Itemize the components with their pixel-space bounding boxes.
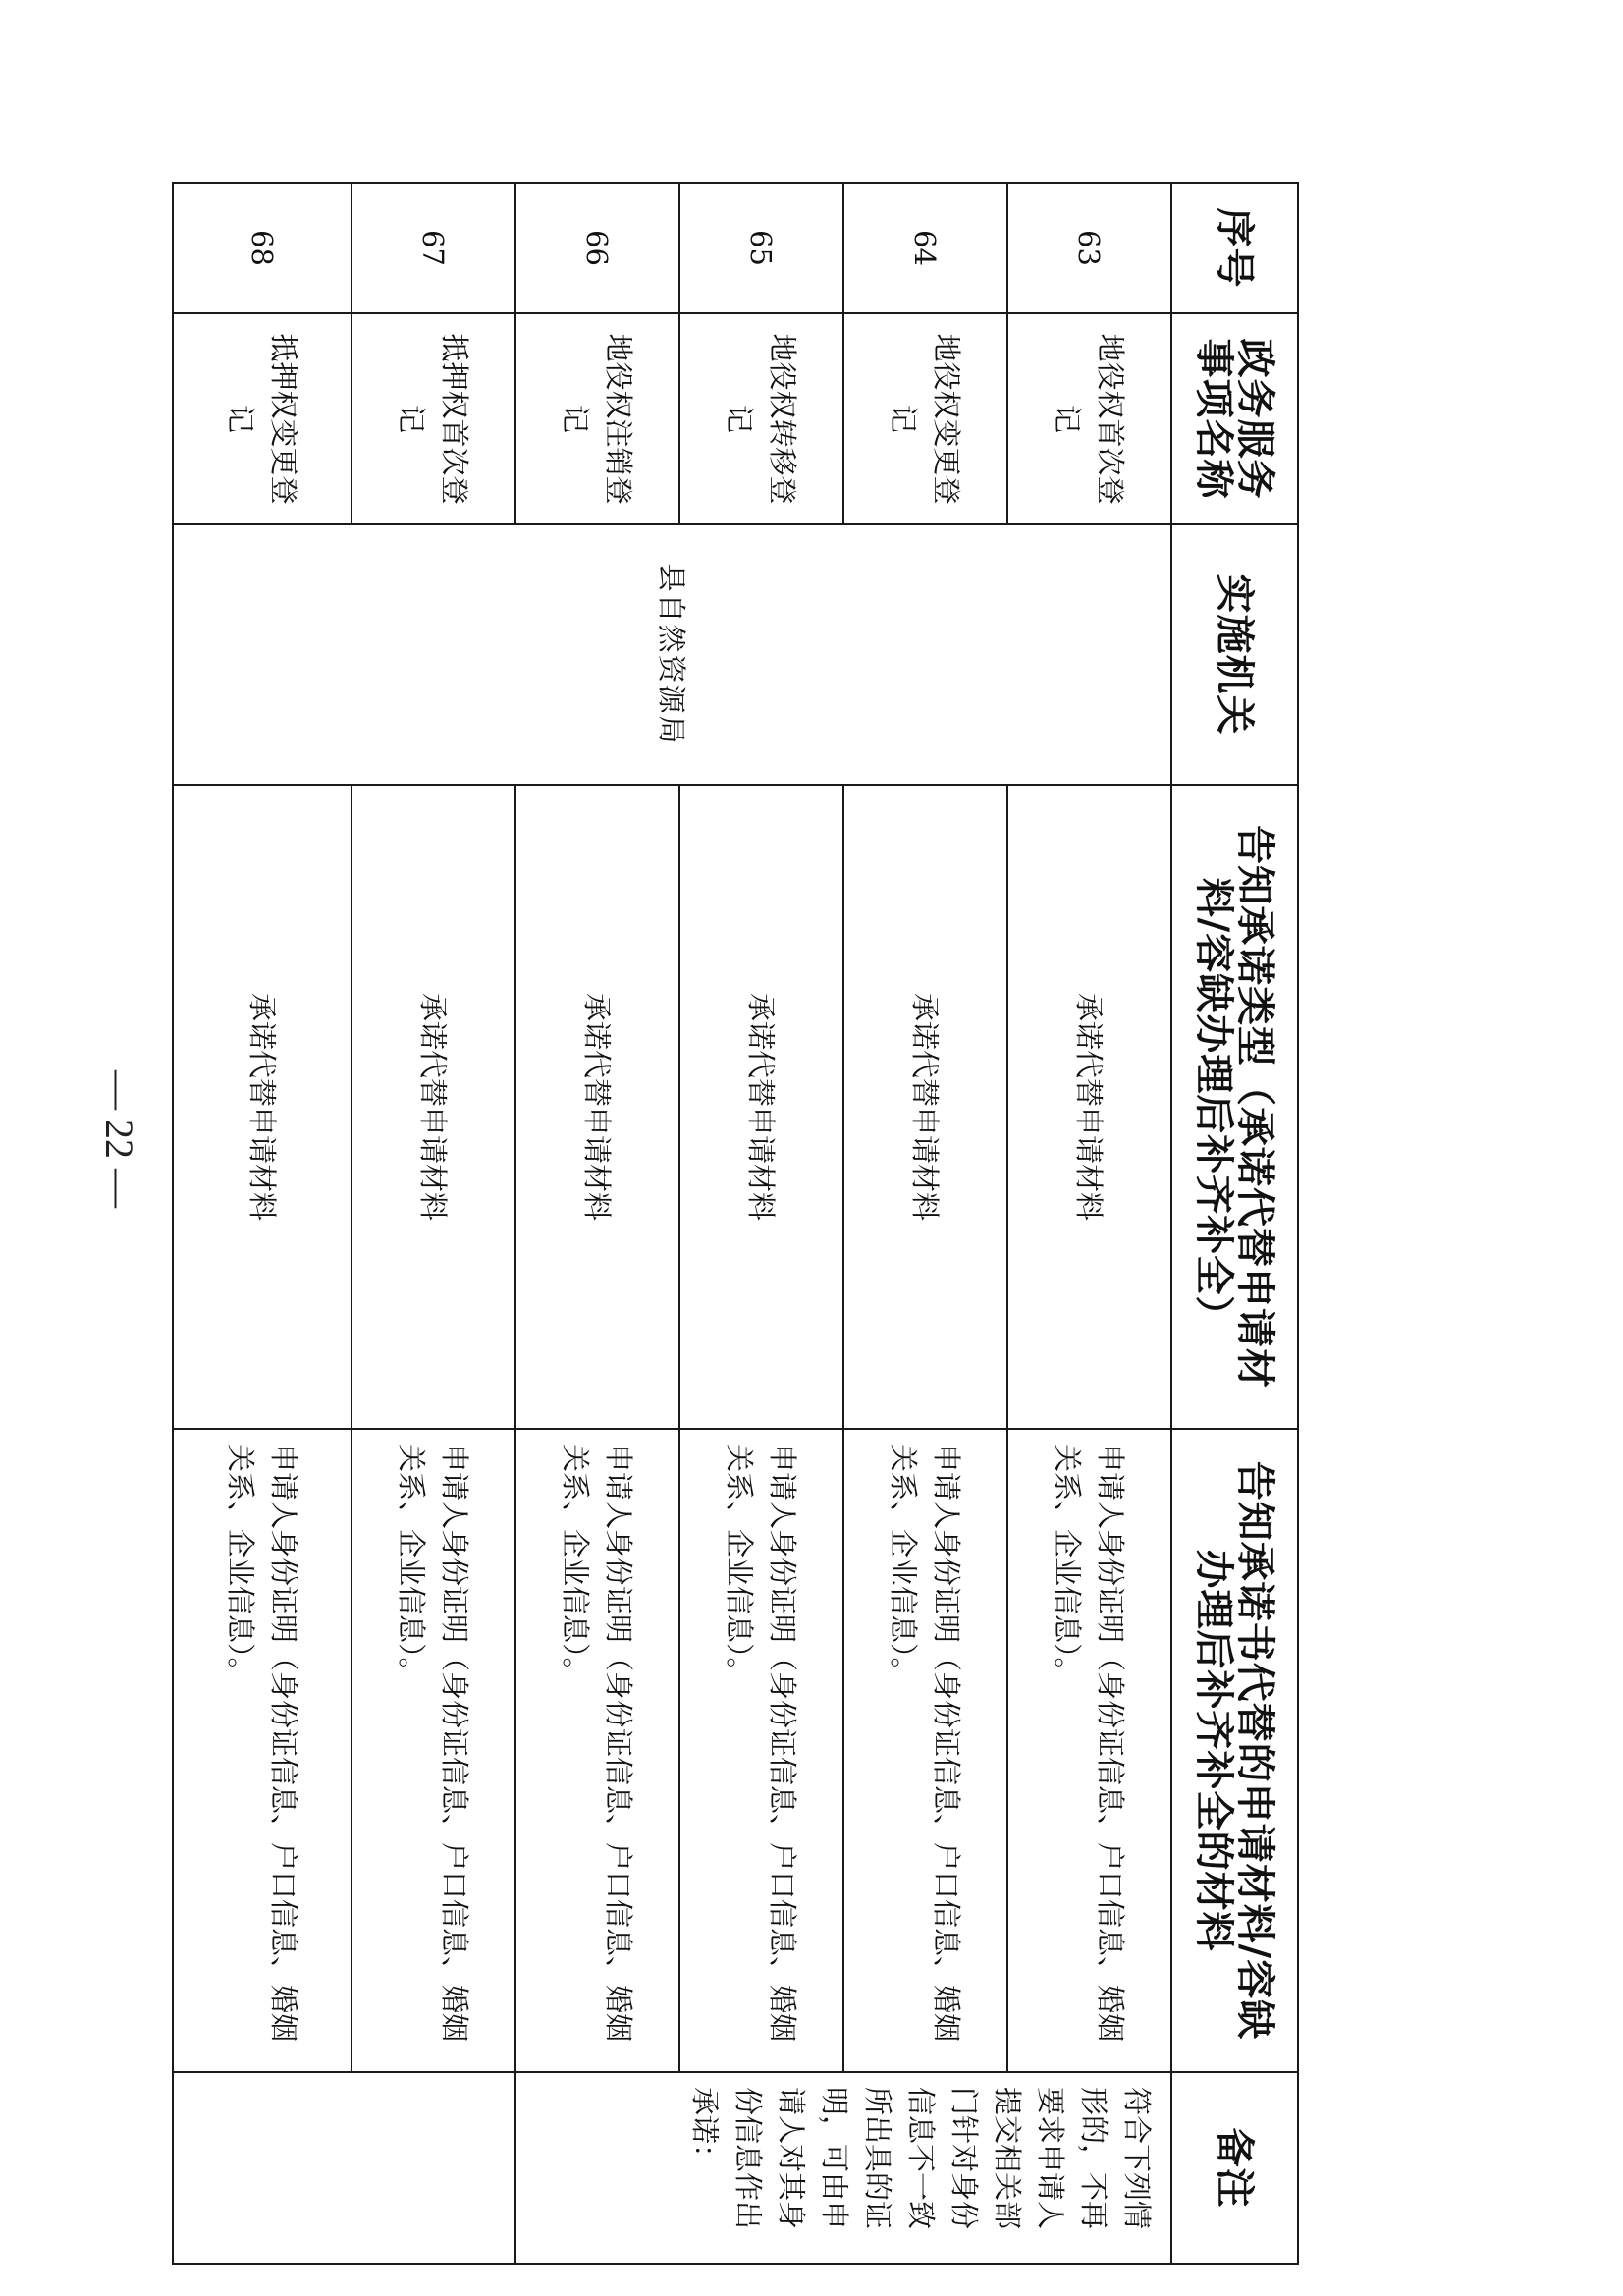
- row-type: 承诺代替申请材料: [352, 785, 515, 1429]
- table-row: [515, 183, 679, 2264]
- table-row: [173, 183, 352, 2264]
- row-seq: 63: [1007, 183, 1171, 313]
- header-type: 告知承诺类型（承诺代替申请材料/容缺办理后补齐补全）: [1171, 785, 1298, 1429]
- row-seq: 66: [515, 183, 679, 313]
- page-number: — 22 —: [97, 1070, 141, 1208]
- row-service-name: 地役权注销登记: [515, 313, 679, 524]
- remark-empty-cell: [173, 2072, 515, 2264]
- row-materials: 申请人身份证明（身份证信息、户口信息、婚姻关系、企业信息）。: [679, 1429, 843, 2072]
- table-row: [352, 183, 515, 2264]
- header-remark: 备注: [1171, 2072, 1298, 2264]
- header-service-name: 政务服务事项名称: [1171, 313, 1298, 524]
- row-materials: 申请人身份证明（身份证信息、户口信息、婚姻关系、企业信息）。: [843, 1429, 1007, 2072]
- row-type: 承诺代替申请材料: [1007, 785, 1171, 1429]
- header-row: [1171, 183, 1298, 2264]
- header-materials: 告知承诺书代替的申请材料/容缺办理后补齐补全的材料: [1171, 1429, 1298, 2072]
- row-type: 承诺代替申请材料: [173, 785, 352, 1429]
- row-service-name: 抵押权首次登记: [352, 313, 515, 524]
- table-row: [679, 183, 843, 2264]
- row-materials: 申请人身份证明（身份证信息、户口信息、婚姻关系、企业信息）。: [515, 1429, 679, 2072]
- row-materials: 申请人身份证明（身份证信息、户口信息、婚姻关系、企业信息）。: [1007, 1429, 1171, 2072]
- row-type: 承诺代替申请材料: [515, 785, 679, 1429]
- commitment-table: [172, 182, 1299, 2265]
- row-service-name: 地役权首次登记: [1007, 313, 1171, 524]
- row-materials: 申请人身份证明（身份证信息、户口信息、婚姻关系、企业信息）。: [352, 1429, 515, 2072]
- remark-cell: 符合下列情形的，不再要求申请人提交相关部门针对身份信息不一致所出具的证明，可由申请人对其身份信息作出承诺：: [515, 2072, 1171, 2264]
- row-seq: 67: [352, 183, 515, 313]
- table-row: [1007, 183, 1171, 2264]
- row-type: 承诺代替申请材料: [679, 785, 843, 1429]
- row-seq: 64: [843, 183, 1007, 313]
- row-type: 承诺代替申请材料: [843, 785, 1007, 1429]
- table-row: [843, 183, 1007, 2264]
- row-service-name: 抵押权变更登记: [173, 313, 352, 524]
- row-service-name: 地役权转移登记: [679, 313, 843, 524]
- header-seq: 序号: [1171, 183, 1298, 313]
- row-materials: 申请人身份证明（身份证信息、户口信息、婚姻关系、企业信息）。: [173, 1429, 352, 2072]
- row-service-name: 地役权变更登记: [843, 313, 1007, 524]
- header-agency: 实施机关: [1171, 524, 1298, 785]
- row-seq: 68: [173, 183, 352, 313]
- row-seq: 65: [679, 183, 843, 313]
- agency-cell: 县自然资源局: [173, 524, 1171, 785]
